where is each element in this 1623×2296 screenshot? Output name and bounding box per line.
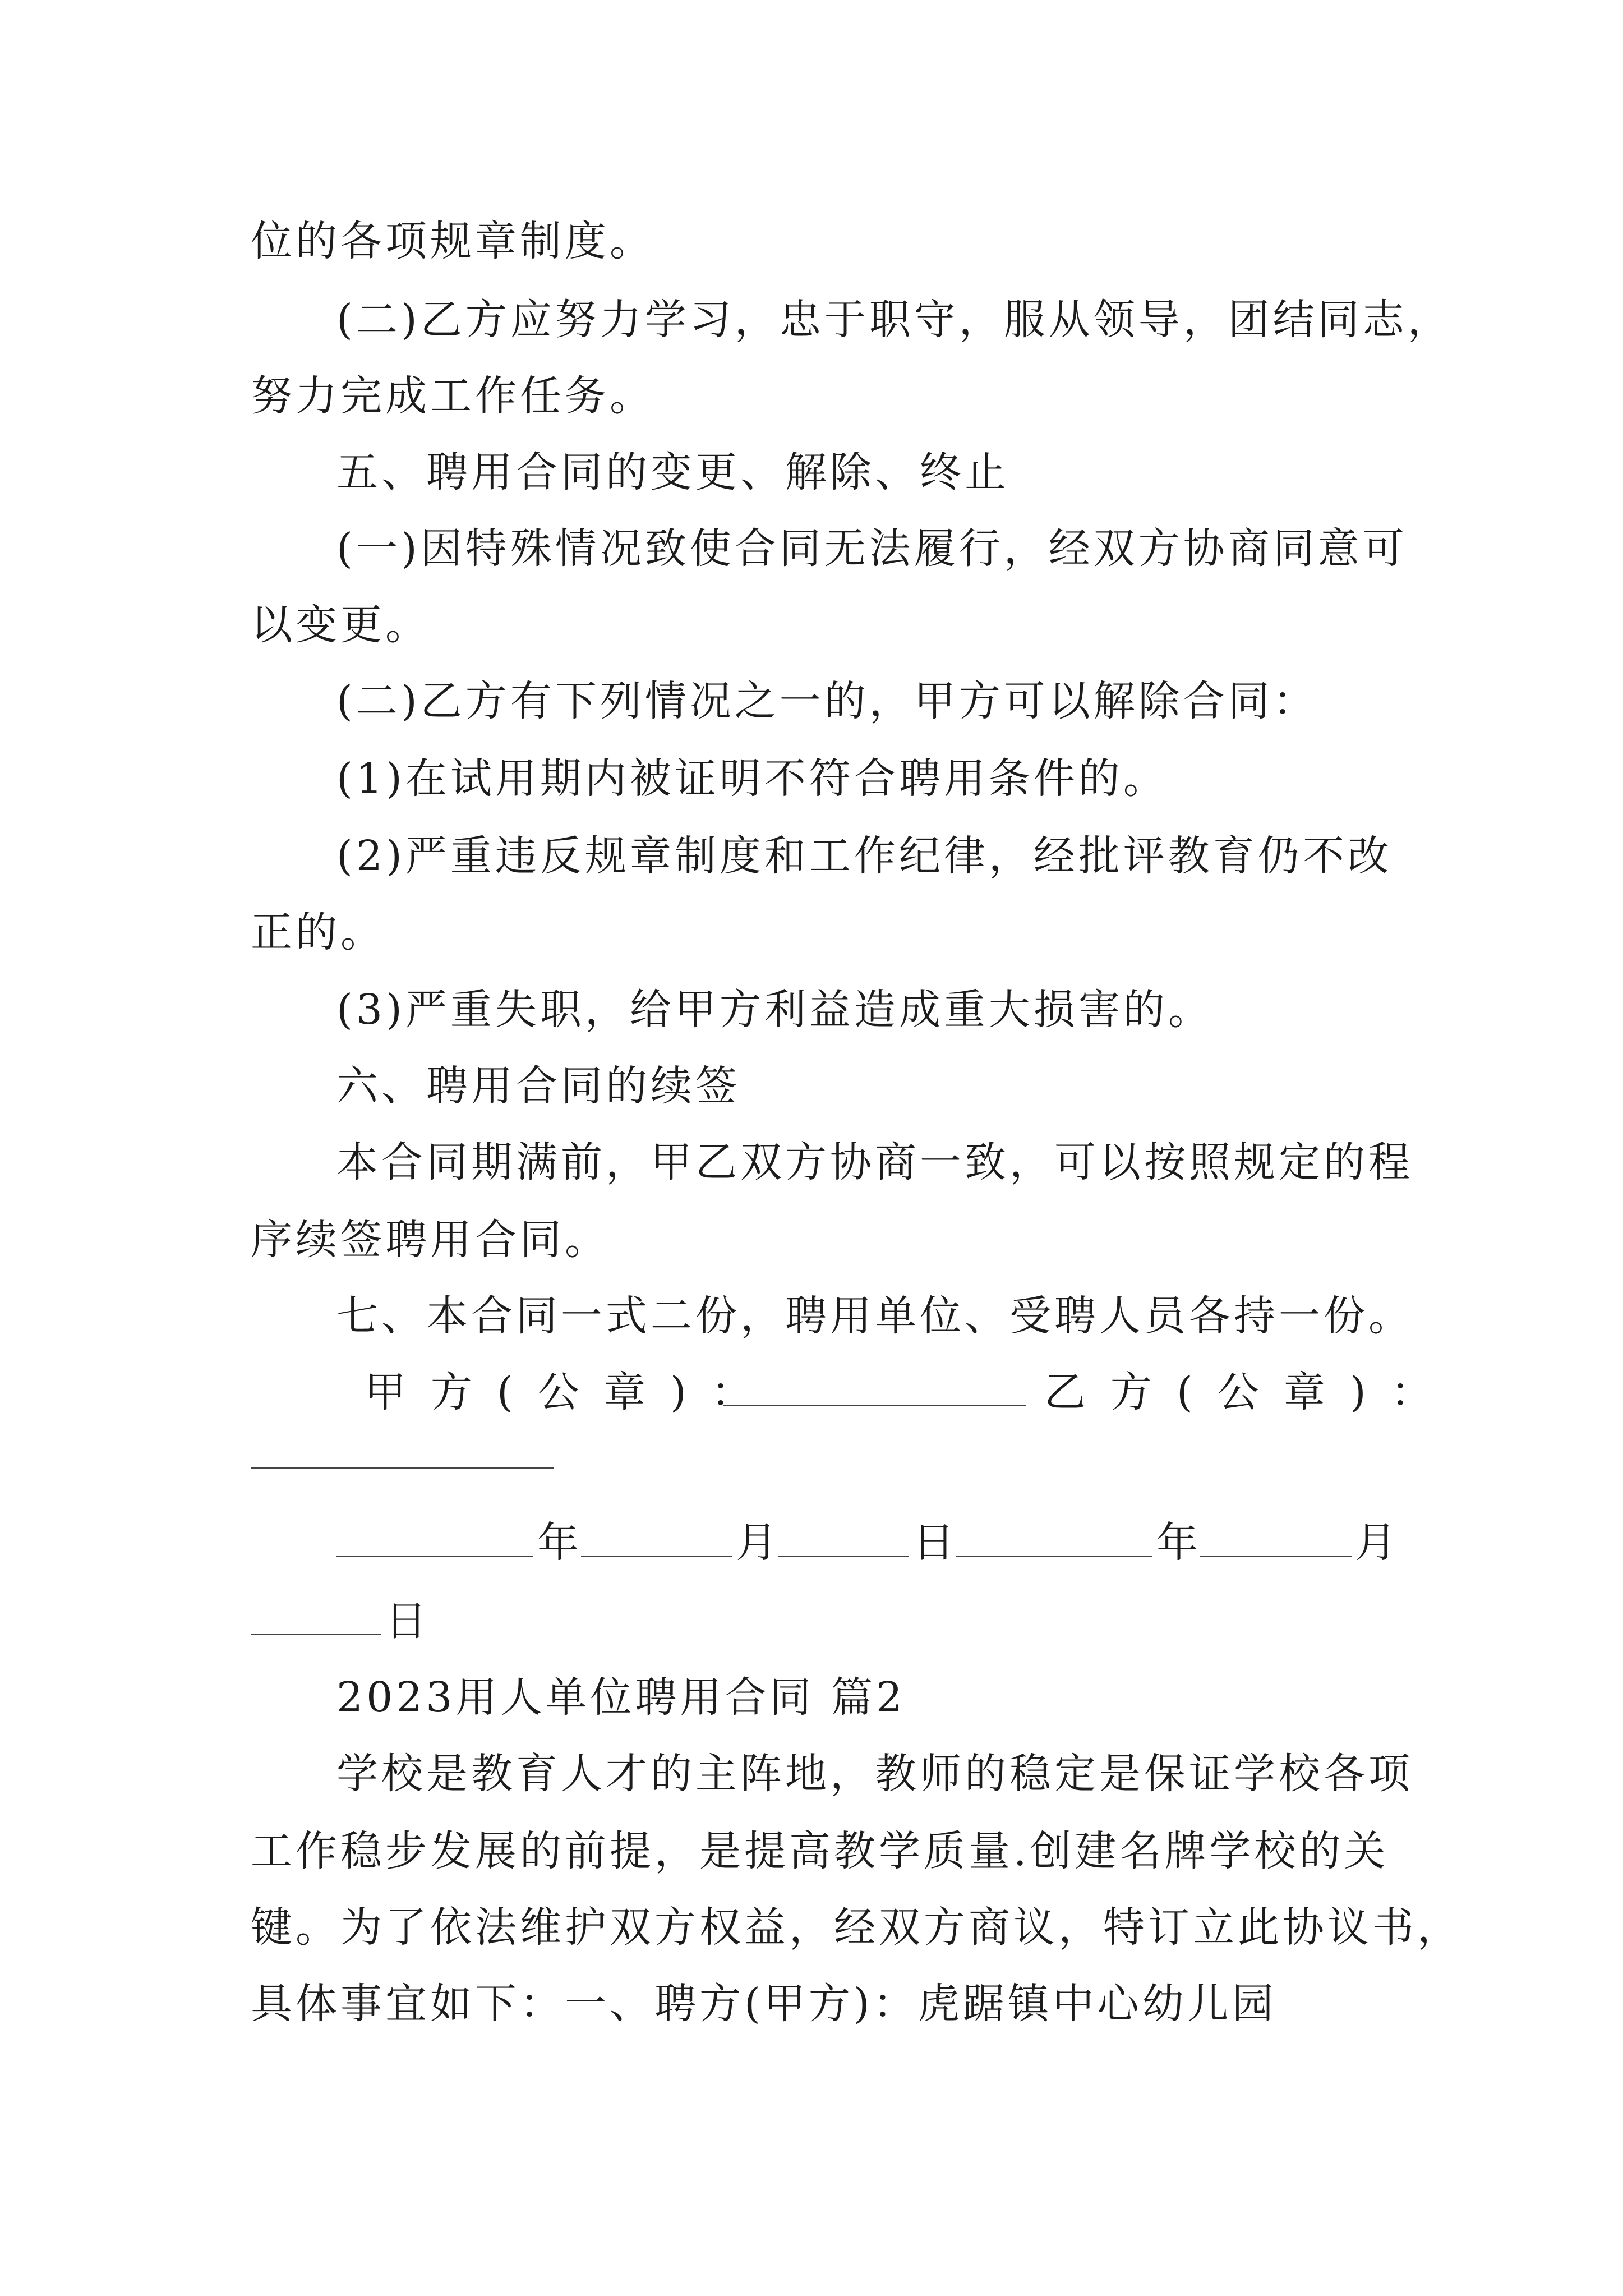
text-line: (3)严重失职，给甲方利益造成重大损害的。 bbox=[336, 986, 1213, 1034]
text-line: 具体事宜如下：一、聘方(甲方)：虎踞镇中心幼儿园 bbox=[251, 1980, 1277, 2028]
text-line: (2)严重违反规章制度和工作纪律，经批评教育仍不改 bbox=[336, 832, 1393, 880]
text-line: 正的。 bbox=[251, 908, 385, 956]
section-heading: 五、聘用合同的变更、解除、终止 bbox=[336, 448, 1009, 496]
contract-title: 2023用人单位聘用合同 篇2 bbox=[336, 1673, 906, 1722]
month-label: 月 bbox=[736, 1519, 781, 1567]
text-line: 七、本合同一式二份，聘用单位、受聘人员各持一份。 bbox=[336, 1292, 1413, 1340]
text-line: 学校是教育人才的主阵地，教师的稳定是保证学校各项 bbox=[336, 1750, 1413, 1798]
text-line: (二)乙方应努力学习，忠于职守，服从领导，团结同志， bbox=[336, 296, 1453, 344]
day-label: 日 bbox=[913, 1519, 958, 1567]
party-b-month-blank bbox=[1200, 1515, 1352, 1571]
day-label: 日 bbox=[385, 1597, 430, 1645]
party-a-day-blank bbox=[778, 1515, 909, 1571]
party-a-seal-blank bbox=[723, 1364, 1026, 1420]
party-a-month-blank bbox=[581, 1515, 732, 1571]
party-b-seal-label: 乙方(公章)： bbox=[1044, 1368, 1457, 1416]
year-label: 年 bbox=[537, 1519, 582, 1567]
text-line: 本合同期满前，甲乙双方协商一致，可以按照规定的程 bbox=[336, 1138, 1413, 1186]
text-line: 键。为了依法维护双方权益，经双方商议，特订立此协议书， bbox=[251, 1903, 1462, 1952]
text-line: (1)在试用期内被证明不符合聘用条件的。 bbox=[336, 754, 1168, 803]
text-line: 序续签聘用合同。 bbox=[251, 1216, 610, 1264]
text-line: 工作稳步发展的前提，是提高教学质量.创建名牌学校的关 bbox=[251, 1827, 1389, 1875]
party-b-year-blank bbox=[956, 1515, 1152, 1571]
section-heading: 六、聘用合同的续签 bbox=[336, 1062, 740, 1110]
party-b-seal-blank bbox=[251, 1467, 554, 1469]
text-line: 位的各项规章制度。 bbox=[251, 217, 654, 265]
text-line: 以变更。 bbox=[251, 601, 430, 649]
text-line: (一)因特殊情况致使合同无法履行，经双方协商同意可 bbox=[336, 524, 1408, 573]
month-label: 月 bbox=[1355, 1519, 1400, 1567]
party-b-day-blank bbox=[251, 1593, 381, 1649]
text-line: (二)乙方有下列情况之一的，甲方可以解除合同： bbox=[336, 677, 1318, 725]
party-a-year-blank bbox=[336, 1515, 533, 1571]
year-label: 年 bbox=[1156, 1519, 1201, 1567]
party-a-seal-label: 甲方(公章)： bbox=[365, 1368, 777, 1416]
text-line: 努力完成工作任务。 bbox=[251, 372, 654, 420]
